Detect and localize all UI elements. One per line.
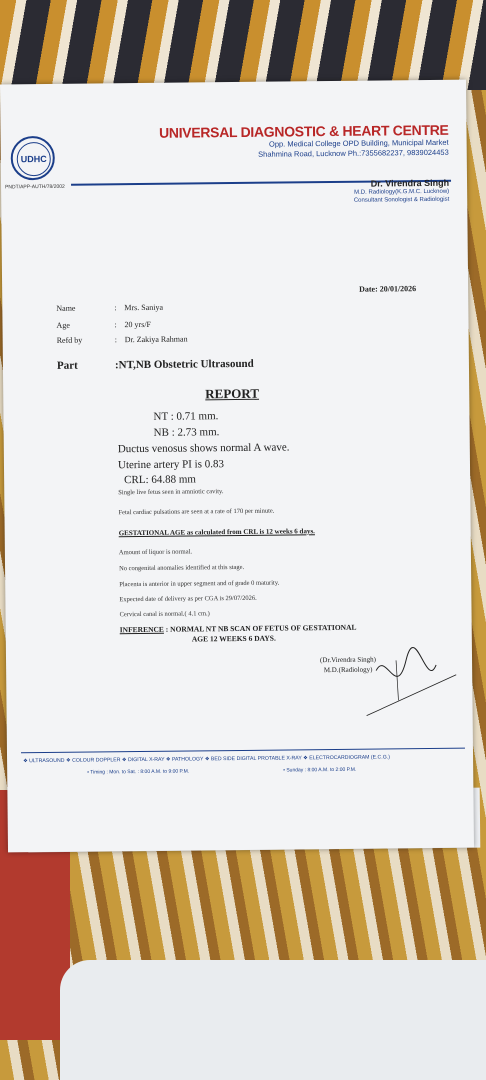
liquor-finding: Amount of liquor is normal. — [118, 548, 193, 557]
nb-value: NB : 2.73 mm. — [153, 426, 220, 439]
registration-number: PNDT/APP-AUTH/78/2002 — [5, 183, 65, 191]
fetal-cardiac-rate: Fetal cardiac pulsations are seen at a rate of 170 per minute. — [118, 507, 275, 517]
patient-age-row — [56, 320, 151, 330]
nt-value: NT : 0.71 mm. — [153, 410, 219, 423]
inference-line1: : NORMAL NT NB SCAN OF FETUS OF GESTATIONAL — [165, 622, 357, 634]
report-date: Date: 20/01/2026 — [358, 284, 417, 294]
part-row — [57, 358, 254, 372]
crl-value: CRL: 64.88 mm — [124, 473, 197, 487]
ductus-finding: Ductus venosus shows normal A wave. — [117, 441, 290, 456]
cervical-canal: Cervical canal is normal.( 4.1 cm.) — [119, 610, 210, 619]
patient-name: Mrs. Saniya — [124, 302, 164, 313]
footer-divider — [21, 748, 465, 754]
centre-header — [159, 122, 449, 161]
name-label: Name — [56, 303, 76, 313]
colon: : — [114, 320, 117, 330]
centre-name: UNIVERSAL DIAGNOSTIC & HEART CENTRE — [158, 121, 449, 141]
signature-qualification: M.D.(Radiology) — [323, 665, 373, 675]
centre-address-line1: Opp. Medical College OPD Building, Municipal Market — [268, 137, 449, 149]
referred-by-row — [57, 335, 188, 345]
doctor-title: Consultant Sonologist & Radiologist — [353, 196, 450, 204]
services-list: ❖ ULTRASOUND ❖ COLOUR DOPPLER ❖ DIGITAL X-RAY ❖ PATHOLOGY ❖ BED SIDE DIGITAL PROTABLE X-RAY ❖ ELECTROCARDIOGRAM (E.C.G.) — [23, 754, 390, 765]
inference-block — [120, 623, 357, 645]
uterine-artery-finding: Uterine artery PI is 0.83 — [117, 458, 225, 472]
signature-name: (Dr.Virendra Singh) — [319, 655, 377, 665]
centre-address-line2: Shahmina Road, Lucknow Ph.:7355682237, 9839024453 — [258, 147, 449, 159]
gestational-age: GESTATIONAL AGE as calculated from CRL is 12 weeks 6 days. — [118, 527, 315, 538]
part-label: Part — [56, 359, 78, 372]
report-document — [0, 80, 474, 853]
background-fabric-top — [0, 0, 486, 90]
refd-label: Refd by — [56, 335, 83, 345]
weekday-timing: • Timing : Mon. to Sat. : 8:00 A.M. to 9:00 P.M. — [87, 768, 190, 776]
inference-line2: AGE 12 WEEKS 6 DAYS. — [191, 633, 276, 644]
doctor-header — [354, 178, 450, 205]
colon: : — [114, 335, 117, 345]
patient-age: 20 yrs/F — [124, 319, 152, 330]
single-live-fetus: Single live fetus seen in amniotic cavity. — [118, 488, 224, 497]
patient-name-row — [56, 303, 163, 313]
doctor-qualification: M.D. Radiology(K.G.M.C. Lucknow) — [354, 188, 450, 196]
placenta-finding: Placenta is anterior in upper segment and of grade 0 maturity. — [119, 579, 280, 589]
expected-delivery-date: Expected date of delivery as per CGA is 29/07/2026. — [119, 594, 257, 604]
referred-by: Dr. Zakiya Rahman — [124, 334, 188, 345]
report-title: REPORT — [205, 385, 260, 402]
centre-logo — [11, 136, 55, 180]
signature-block — [320, 655, 376, 676]
colon: : — [114, 359, 119, 372]
sunday-timing: • Sunday : 8:00 A.M. to 2:00 P.M. — [283, 766, 357, 774]
congenital-finding: No congenital anomalies identified at this stage. — [119, 563, 245, 573]
signature-scrawl-icon — [346, 630, 467, 721]
inference-label: INFERENCE — [119, 624, 164, 635]
colon: : — [114, 303, 117, 313]
age-label: Age — [56, 320, 70, 330]
background-cloth-white — [60, 960, 486, 1080]
doctor-name: Dr. Virendra Singh — [370, 177, 450, 189]
logo-text: UDHC — [17, 142, 51, 176]
part-value: NT,NB Obstetric Ultrasound — [118, 357, 254, 372]
